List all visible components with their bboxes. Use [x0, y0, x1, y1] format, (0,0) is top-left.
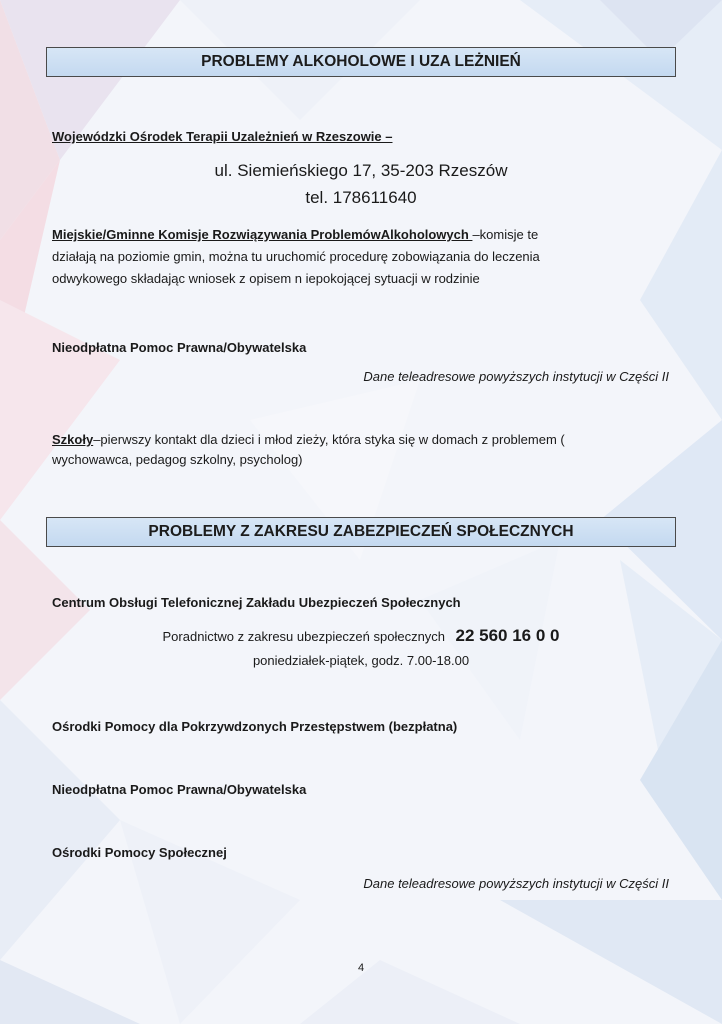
komisje-name: Miejskie/Gminne Komisje Rozwiązywania ProblemówAlkoholowych [52, 227, 473, 242]
osrodki-pokrzywdzonych-heading: Ośrodki Pomocy dla Pokrzywdzonych Przestępstwem (bezpłatna) [52, 719, 458, 734]
szkoly-text-2: wychowawca, pedagog szkolny, psycholog) [52, 452, 303, 467]
centrum-zus-heading: Centrum Obsługi Telefonicznej Zakładu Ubezpieczeń Społecznych [52, 595, 461, 610]
pomoc-prawna-heading-2: Nieodpłatna Pomoc Prawna/Obywatelska [52, 782, 307, 797]
poradnictwo-line [0, 626, 722, 646]
wotu-phone: tel. 178611640 [305, 188, 417, 207]
section-header-social-security: PROBLEMY Z ZAKRESU ZABEZPIECZEŃ SPOŁECZNYCH [46, 517, 676, 547]
osrodki-pomocy-spolecznej-heading: Ośrodki Pomocy Społecznej [52, 845, 227, 860]
pomoc-prawna-heading-1: Nieodpłatna Pomoc Prawna/Obywatelska [52, 340, 307, 355]
section-header-alcohol: PROBLEMY ALKOHOLOWE I UZA LEŻNIEŃ [46, 47, 676, 77]
szkoly-text-1: –pierwszy kontakt dla dzieci i młod zieży, która styka się w domach z problemem ( [93, 432, 565, 447]
poradnictwo-phone: 22 560 16 0 0 [455, 626, 560, 645]
komisje-paragraph [52, 224, 672, 290]
komisje-text-1: –komisje te [472, 227, 539, 242]
wotu-name: Wojewódzki Ośrodek Terapii Uzależnień w Rzeszowie – [52, 129, 393, 144]
szkoly-name: Szkoły [52, 432, 94, 447]
poradnictwo-hours: poniedziałek-piątek, godz. 7.00-18.00 [252, 653, 470, 668]
teleadres-note-2: Dane teleadresowe powyższych instytucji w Części II [363, 876, 669, 891]
wotu-address: ul. Siemieńskiego 17, 35-203 Rzeszów [214, 161, 508, 180]
page-number: 4 [357, 962, 365, 974]
szkoly-paragraph [52, 430, 682, 470]
teleadres-note-1: Dane teleadresowe powyższych instytucji w Części II [363, 369, 669, 384]
komisje-text-2: działają na poziomie gmin, można tu uruchomić procedurę zobowiązania do leczenia [52, 249, 540, 264]
komisje-text-3: odwykowego składając wniosek z opisem n iepokojącej sytuacji w rodzinie [52, 271, 480, 286]
poradnictwo-label: Poradnictwo z zakresu ubezpieczeń społecznych [162, 629, 446, 644]
